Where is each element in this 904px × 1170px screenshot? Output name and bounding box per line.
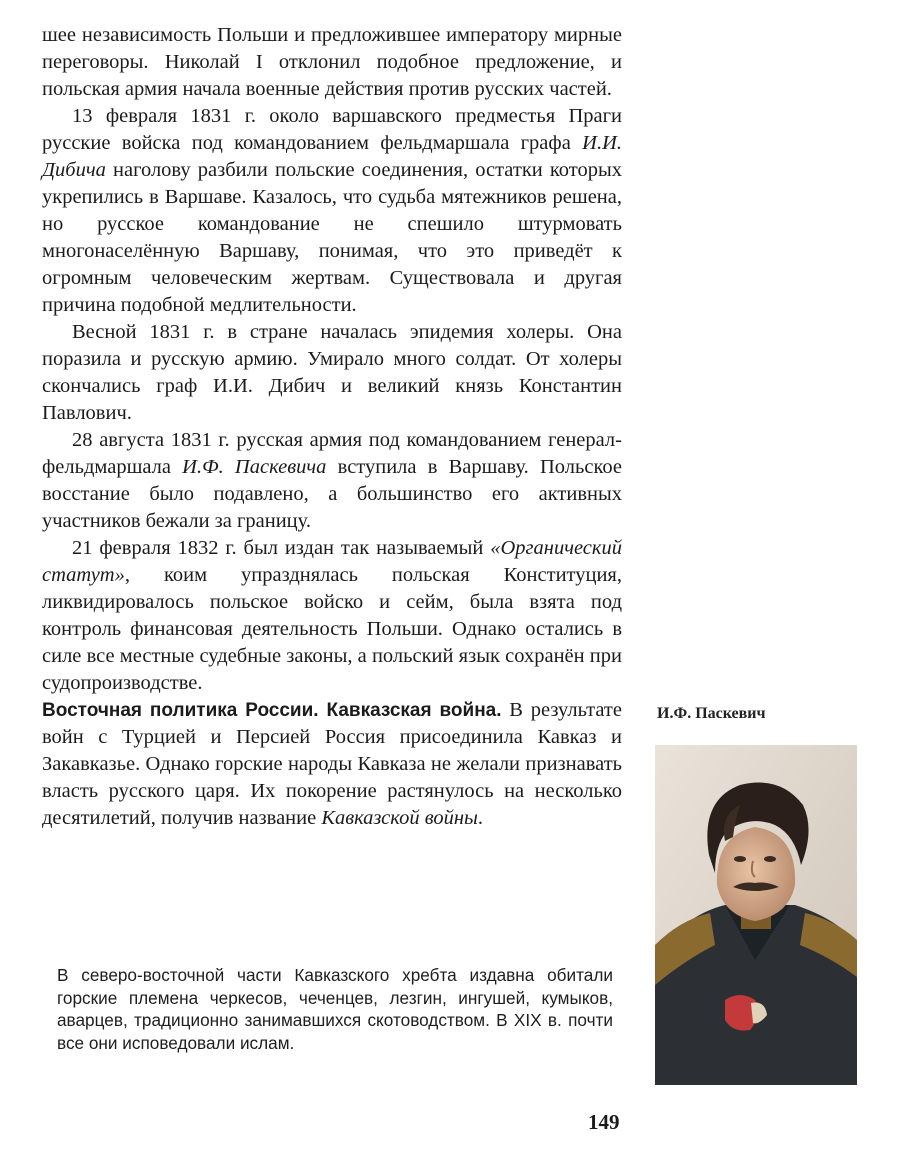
paragraph-2-part-b: наголову разбили польские соединения, остатки которых укрепились в Варшаве. Казалось, что судьба мятежников решена, но русское командование не спешило штурмовать многонаселённую Варшаву, понимая, что это приведёт к огромным человеческим жертвам. Существовала и другая причина подобной медлительности.: [42, 159, 622, 316]
paragraph-4-part-b: вступила в Варшаву. Польское восстание было подавлено, а большинство его активных участников бежали за границу.: [42, 456, 622, 532]
portrait-image: [655, 745, 857, 1085]
section-text-part-a: В результате войн с Турцией и Персией Россия присоединила Кавказ и Закавказье. Однако горские народы Кавказа не желали признавать власть русского царя. Их покорение растянулось на несколько десятилетий, получив название: [42, 699, 622, 829]
paragraph-1: шее независимость Польши и предложившее императору мирные переговоры. Николай I отклонил подобное предложение, и польская армия начала военные действия против русских частей.: [42, 24, 622, 100]
paragraph-4-part-a: 28 августа 1831 г. русская армия под командованием генерал-фельдмаршала: [42, 429, 622, 478]
paragraph-5-part-a: 21 февраля 1832 г. был издан так называемый: [72, 537, 491, 559]
paragraph-2-part-a: 13 февраля 1831 г. около варшавского предместья Праги русские войска под командованием фельдмаршала графа: [42, 105, 622, 154]
section-text-part-b: .: [477, 807, 484, 829]
page-number: 149: [588, 1110, 620, 1134]
portrait-caption: И.Ф. Паскевич: [657, 705, 766, 722]
paragraph-2: [42, 103, 622, 319]
paragraph-5: [42, 535, 622, 697]
person-name-paskevich: И.Ф. Паскевича: [182, 456, 327, 478]
main-text-column: [42, 22, 622, 832]
person-name-dibich: И.И. Дибича: [42, 132, 622, 181]
paragraph-5-part-b: , коим упразднялась польская Конституция, ликвидировалось польское войско и сейм, была взята под контроль финансовая деятельность Польши. Однако остались в силе все местные судебные законы, а польский язык сохранён при судопроизводстве.: [42, 564, 622, 694]
paragraph-4: [42, 427, 622, 535]
term-organic-statute: «Органический статут»: [42, 537, 622, 586]
section-paragraph: [42, 697, 622, 832]
paragraph-3: Весной 1831 г. в стране началась эпидемия холеры. Она поразила и русскую армию. Умирало много солдат. От холеры скончались граф И.И. Дибич и великий князь Константин Павлович.: [42, 321, 622, 424]
sidebar-note: В северо-восточной части Кавказского хребта издавна обитали горские племена черкесов, чеченцев, лезгин, ингушей, кумыков, аварцев, традиционно занимавшихся скотоводством. В XIX в. почти все они исповедовали ислам.: [57, 965, 613, 1053]
section-heading: Восточная политика России. Кавказская война.: [42, 700, 502, 721]
term-caucasian-war: Кавказской войны: [321, 807, 478, 829]
